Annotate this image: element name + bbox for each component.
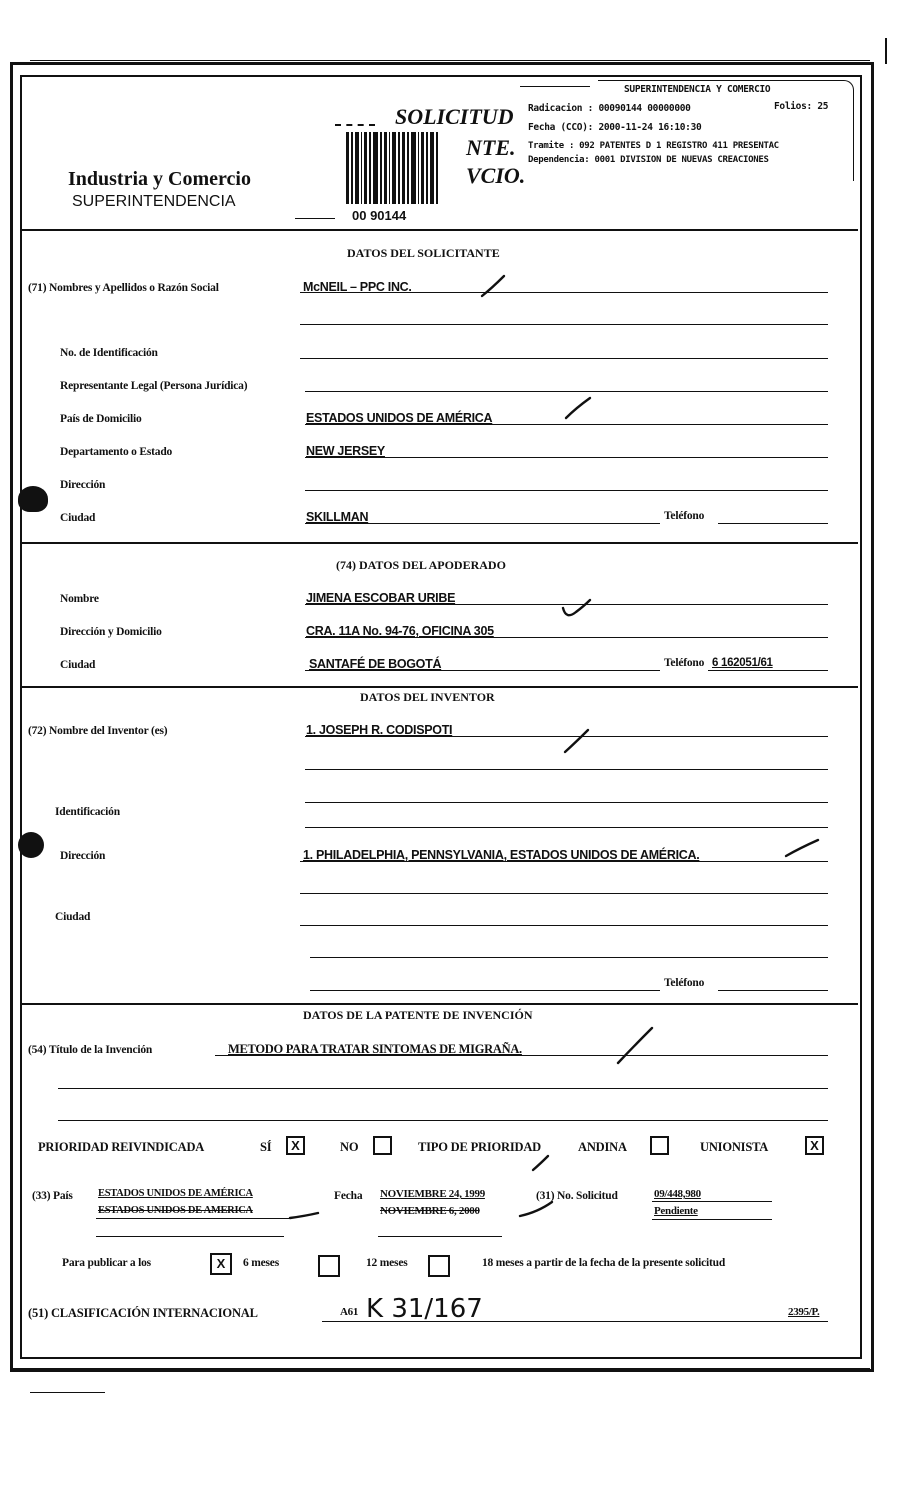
- priority-label: PRIORIDAD REIVINDICADA: [38, 1140, 205, 1154]
- stamp-dependencia: Dependencia: 0001 DIVISION DE NUEVAS CREACIONES: [528, 155, 769, 165]
- check-priority: [533, 1156, 548, 1170]
- address-label: Dirección: [60, 479, 106, 491]
- classification-handwritten-value: K 31/167: [366, 1294, 483, 1324]
- attorney-city-value: SANTAFÉ DE BOGOTÁ: [309, 657, 442, 671]
- city-value: SKILLMAN: [306, 510, 369, 524]
- applicant-name-label: (71) Nombres y Apellidos o Razón Social: [28, 282, 219, 294]
- check-title: [618, 1028, 652, 1063]
- form-title-1: SOLICITUD: [395, 104, 514, 129]
- publish-label: Para publicar a los: [62, 1257, 151, 1269]
- check-inventor: [565, 730, 588, 752]
- strike-country: [290, 1213, 318, 1218]
- publish-6-label: 6 meses: [243, 1257, 279, 1269]
- application-number-value-1: 09/448,980: [654, 1188, 701, 1200]
- org-name: Industria y Comercio: [68, 168, 251, 190]
- section-title-patente: DATOS DE LA PATENTE DE INVENCIÓN: [303, 1008, 533, 1022]
- inventor-address-label: Dirección: [60, 850, 106, 862]
- legal-rep-label: Representante Legal (Persona Jurídica): [60, 380, 248, 392]
- stamp-folios: Folios: 25: [774, 101, 829, 112]
- priority-date-value-1: NOVIEMBRE 24, 1999: [380, 1188, 485, 1200]
- inventor-name-label: (72) Nombre del Inventor (es): [28, 725, 168, 737]
- stamp-header: SUPERINTENDENCIA Y COMERCIO: [624, 84, 771, 95]
- phone-label: Teléfono: [664, 510, 705, 522]
- application-number-label: (31) No. Solicitud: [536, 1190, 618, 1202]
- invention-title-label: (54) Título de la Invención: [28, 1044, 153, 1056]
- classification-printed-value: A61: [340, 1306, 359, 1318]
- check-inventor-address: [786, 840, 818, 856]
- section-title-solicitante: DATOS DEL SOLICITANTE: [347, 246, 500, 260]
- andina-label: ANDINA: [578, 1140, 627, 1154]
- unionista-checkbox[interactable]: X: [805, 1136, 824, 1155]
- stamp-fecha: Fecha (CCO): 2000-11-24 16:10:30: [528, 122, 702, 133]
- attorney-phone-value: 6 162051/61: [712, 657, 773, 669]
- priority-no-label: NO: [340, 1140, 359, 1154]
- inventor-city-label: Ciudad: [55, 911, 91, 923]
- priority-date-value-2: NOVIEMBRE 6, 2000: [380, 1205, 480, 1217]
- reference-code: 2395/P.: [788, 1306, 820, 1318]
- publish-6-checkbox[interactable]: X: [210, 1253, 232, 1275]
- check-country: [566, 398, 590, 418]
- attorney-city-label: Ciudad: [60, 659, 96, 671]
- inventor-name-value: 1. JOSEPH R. CODISPOTI: [306, 723, 453, 737]
- state-value: NEW JERSEY: [306, 444, 385, 458]
- country-label: País de Domicilio: [60, 413, 142, 425]
- form-title-3: VCIO.: [466, 163, 526, 188]
- section-title-apoderado: (74) DATOS DEL APODERADO: [336, 558, 506, 572]
- classification-label: (51) CLASIFICACIÓN INTERNACIONAL: [28, 1306, 258, 1320]
- publish-12-label: 12 meses: [366, 1257, 408, 1269]
- priority-si-label: SÍ: [260, 1140, 272, 1154]
- priority-country-value-2: ESTADOS UNIDOS DE AMERICA: [98, 1205, 253, 1216]
- stamp-tramite: Tramite : 092 PATENTES D 1 REGISTRO 411 PRESENTAC: [528, 141, 779, 151]
- check-attorney: [563, 600, 590, 615]
- priority-country-value-1: ESTADOS UNIDOS DE AMÉRICA: [98, 1188, 253, 1199]
- check-applicant: [482, 276, 504, 296]
- attorney-name-label: Nombre: [60, 593, 99, 605]
- country-value: ESTADOS UNIDOS DE AMÉRICA: [306, 411, 493, 425]
- id-number-label: No. de Identificación: [60, 347, 158, 359]
- attorney-name-value: JIMENA ESCOBAR URIBE: [306, 591, 456, 605]
- applicant-name-value: McNEIL – PPC INC.: [303, 280, 412, 294]
- state-label: Departamento o Estado: [60, 446, 173, 458]
- unionista-label: UNIONISTA: [700, 1140, 769, 1154]
- check-date: [520, 1202, 552, 1216]
- org-subtitle: SUPERINTENDENCIA: [72, 193, 236, 210]
- city-label: Ciudad: [60, 512, 96, 524]
- invention-title-value: METODO PARA TRATAR SINTOMAS DE MIGRAÑA.: [228, 1042, 522, 1056]
- section-title-inventor: DATOS DEL INVENTOR: [360, 690, 495, 704]
- barcode-number: 00 90144: [352, 208, 407, 223]
- priority-type-label: TIPO DE PRIORIDAD: [418, 1140, 541, 1154]
- attorney-address-value: CRA. 11A No. 94-76, OFICINA 305: [306, 624, 494, 638]
- priority-si-checkbox[interactable]: X: [286, 1136, 305, 1155]
- attorney-phone-label: Teléfono: [664, 657, 705, 669]
- stamp-radicacion: Radicacion : 00090144 00000000: [528, 103, 691, 114]
- inventor-phone-label: Teléfono: [664, 977, 705, 989]
- attorney-address-label: Dirección y Domicilio: [60, 626, 162, 638]
- form-title-2: NTE.: [466, 135, 516, 160]
- inventor-address-value: 1. PHILADELPHIA, PENNSYLVANIA, ESTADOS UNIDOS DE AMÉRICA.: [303, 848, 700, 862]
- inventor-id-label: Identificación: [55, 806, 120, 818]
- priority-country-label: (33) País: [32, 1190, 73, 1202]
- publish-18-label: 18 meses a partir de la fecha de la presente solicitud: [482, 1257, 726, 1269]
- application-number-value-2: Pendiente: [654, 1205, 698, 1217]
- priority-date-label: Fecha: [334, 1190, 363, 1202]
